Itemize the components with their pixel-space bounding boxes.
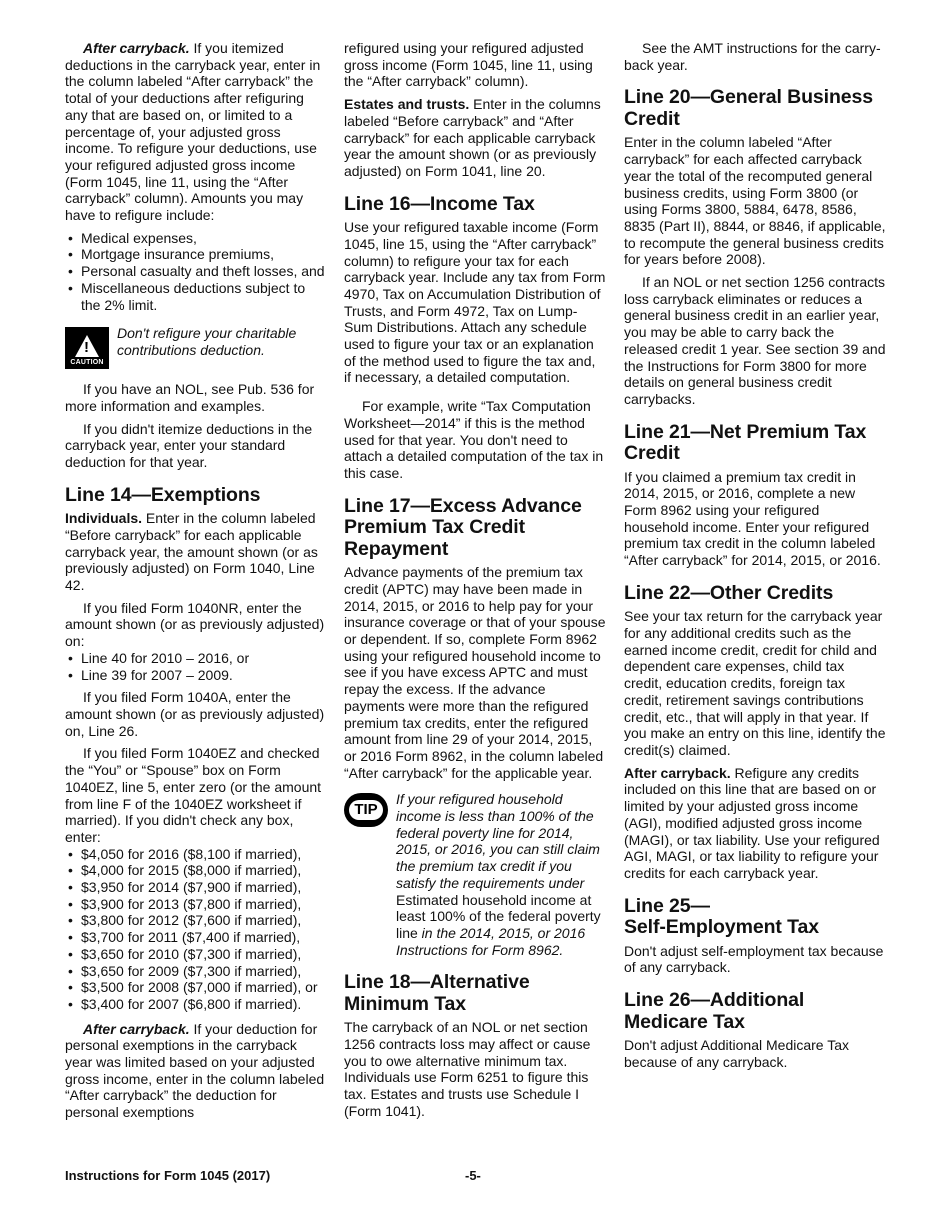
tip-icon: TIP: [344, 793, 388, 827]
line-22-paragraph: See your tax return for the carryback year for any additional credits such as the earned income credit, credit for child and dependent care expenses, child tax credit, education credits, foreign tax credit, retirement savings contributions credit, etc., that will apply in that year. If you make an entry on this line, identify the credit(s) claimed.: [624, 608, 886, 758]
list-item: • $3,500 for 2008 ($7,000 if married), or: [65, 979, 327, 996]
after-carryback-paragraph: After carryback. If you itemized deductions in the carryback year, enter in the column labeled “After carryback” the total of your deductions after refiguring any that are based on, or limited to a percentage of, your adjusted gross income. To refigure your deductions, use your refigured adjusted gross income (Form 1045, line 11, using the “After carryback” column). Amounts you may have to refigure include:: [65, 40, 321, 224]
list-item: • $3,950 for 2014 ($7,900 if married),: [65, 879, 327, 896]
list-item: • $3,650 for 2009 ($7,300 if married),: [65, 963, 327, 980]
line-16-paragraph: Use your refigured taxable income (Form 1045, line 15, using the “After carryback” column) to refigure your tax for each carryback year. Include any tax from Form 4970, Tax on Accumulation Distribution of Trusts, and Form 4972, Tax on Lump-Sum Distributions. Attach any schedule used to figure your tax or an explanation of the method used to figure the tax and, if necessary, a detailed computation.: [344, 219, 606, 386]
list-item: • Line 39 for 2007 – 2009.: [65, 667, 327, 684]
heading-line-16: Line 16—Income Tax: [344, 192, 535, 215]
list-item: • $3,900 for 2013 ($7,800 if married),: [65, 896, 327, 913]
list-item: • Mortgage insurance premiums,: [65, 246, 327, 263]
heading-line-26: Line 26—Additional Medicare Tax: [624, 989, 805, 1033]
caution-icon: ! CAUTION: [65, 327, 109, 369]
heading-line-25: Line 25— Self-Employment Tax: [624, 894, 819, 939]
form-1040a-paragraph: If you filed Form 1040A, enter the amount shown (or as previously adjusted) on, Line 26.: [65, 689, 325, 739]
column-2: [344, 40, 606, 1126]
footer-title: Instructions for Form 1045 (2017): [65, 1168, 271, 1183]
heading-line-14: Line 14—Exemptions: [65, 483, 261, 506]
heading-line-20: Line 20—General Business Credit: [624, 86, 874, 130]
form-1040ez-paragraph: If you filed Form 1040EZ and checked the “You” or “Spouse” box on Form 1040EZ, line 5, enter zero (or the amount from line F of the 1040EZ worksheet if married). If you didn't check any box, enter:: [65, 745, 322, 845]
individuals-paragraph: Individuals. Enter in the column labeled “Before carryback” for each applicable carryback year, the amount shown (or as previously adjusted) on Form 1040, Line 42.: [65, 510, 318, 594]
heading-line-22: Line 22—Other Credits: [624, 581, 834, 604]
nol-paragraph: If you have an NOL, see Pub. 536 for more information and examples.: [65, 381, 315, 414]
list-item: • $4,000 for 2015 ($8,000 if married),: [65, 862, 327, 879]
amt-paragraph: See the AMT instructions for the carry-back year.: [624, 40, 881, 73]
list-item: • Medical expenses,: [65, 230, 327, 247]
form-1040nr-paragraph: If you filed Form 1040NR, enter the amount shown (or as previously adjusted) on:: [65, 599, 325, 650]
refigure-list: [65, 230, 327, 314]
line-21-paragraph: If you claimed a premium tax credit in 2014, 2015, or 2016, complete a new Form 8962 using your refigured household income. Enter your refigured premium tax credit in the column labeled “After carryback” for 2014, 2015, or 2016.: [624, 468, 881, 569]
line-26-paragraph: Don't adjust Additional Medicare Tax because of any carryback.: [624, 1037, 849, 1070]
after-carryback-credits-paragraph: After carryback. Refigure any credits included on this line that are based on or limited by your adjusted gross income (AGI), modified adjusted gross income (MAGI), or tax liability. Use your refigured AGI, MAGI, or tax liability to refigure your credits for each carryback year.: [624, 764, 880, 881]
list-item: • $3,700 for 2011 ($7,400 if married),: [65, 929, 327, 946]
standard-deduction-paragraph: If you didn't itemize deductions in the carryback year, enter your standard deduction for that year.: [65, 420, 313, 471]
continued-paragraph: refigured using your refigured adjusted gross income (Form 1045, line 11, using the “After carryback” column).: [344, 40, 593, 90]
list-item: • $3,400 for 2007 ($6,800 if married).: [65, 996, 327, 1013]
ez-amount-list: [65, 846, 327, 1013]
nr-list: [65, 650, 327, 683]
list-item: • $3,650 for 2010 ($7,300 if married),: [65, 946, 327, 963]
line-20-paragraph-2: If an NOL or net section 1256 contracts loss carryback eliminates or reduces a general business credit in an earlier year, you may be able to carry back the released credit 1 year. See section 39 and the Instructions for Form 3800 for more details on general business credit carrybacks.: [624, 274, 886, 407]
tip-note: TIP If your refigured household income is less than 100% of the federal poverty line for 2014, 2015, or 2016, you can still claim the premium tax credit if you satisfy the requirements under Estimated household income at least 100% of the federal poverty line in the 2014, 2015, or 2016 Instructions for Form 8962.: [344, 791, 606, 958]
list-item: • $3,800 for 2012 ($7,600 if married),: [65, 912, 327, 929]
line-25-paragraph: Don't adjust self-employment tax because of any carryback.: [624, 942, 884, 976]
after-carryback-exemptions-paragraph: After carryback. If your deduction for personal exemptions in the carryback year was limited based on your adjusted gross income, enter in the column labeled “After carryback” the deduction for personal exemptions: [65, 1020, 325, 1121]
column-1: [65, 40, 327, 1127]
line-17-paragraph: Advance payments of the premium tax credit (APTC) may have been made in 2014, 2015, or 2016 to help pay for your insurance coverage or that of your spouse or dependent. If so, complete Form 8962 using your refigured household income to see if you have excess APTC and must repay the excess. If the advance payments were more than the refigured premium tax credits, enter the refigured amount from line 29 of your 2014, 2015, or 2016 Form 8962, in the column labeled “After carryback” for the applicable year.: [344, 564, 606, 781]
heading-line-17: Line 17—Excess Advance Premium Tax Credit Repayment: [344, 494, 582, 560]
caution-note: ! CAUTION Don't refigure your charitable contributions deduction.: [65, 325, 327, 371]
list-item: • Miscellaneous deductions subject to the 2% limit.: [65, 280, 327, 313]
list-item: • Line 40 for 2010 – 2016, or: [65, 650, 327, 667]
heading-line-21: Line 21—Net Premium Tax Credit: [624, 420, 867, 465]
page-number: -5-: [465, 1168, 481, 1183]
column-3: [624, 40, 886, 1076]
line-20-paragraph: Enter in the column labeled “After carryback” for each affected carryback year the total of the recomputed general business credits, using Form 3800 (or using Forms 3800, 5884, 6478, 8586, 8835 (Part II), 8844, or 8846, if applicable, to recompute the general business credits for years before 2008).: [624, 134, 886, 268]
list-item: • Personal casualty and theft losses, and: [65, 263, 327, 280]
estates-trusts-paragraph: Estates and trusts. Enter in the columns labeled “Before carryback” and “After carryback” for each applicable carryback year the amount shown (or as previously adjusted) on Form 1041, line 20.: [344, 96, 601, 179]
list-item: • $4,050 for 2016 ($8,100 if married),: [65, 846, 327, 863]
heading-line-18: Line 18—Alternative Minimum Tax: [344, 971, 530, 1015]
example-paragraph: For example, write “Tax Computation Worksheet—2014” if this is the method used for that year. You don't need to attach a detailed computation of the tax in this case.: [344, 398, 604, 481]
line-18-paragraph: The carryback of an NOL or net section 1256 contracts loss may affect or cause you to owe alternative minimum tax. Individuals use Form 6251 to figure this tax. Estates and trusts use Schedule I (Form 1041).: [344, 1019, 591, 1119]
